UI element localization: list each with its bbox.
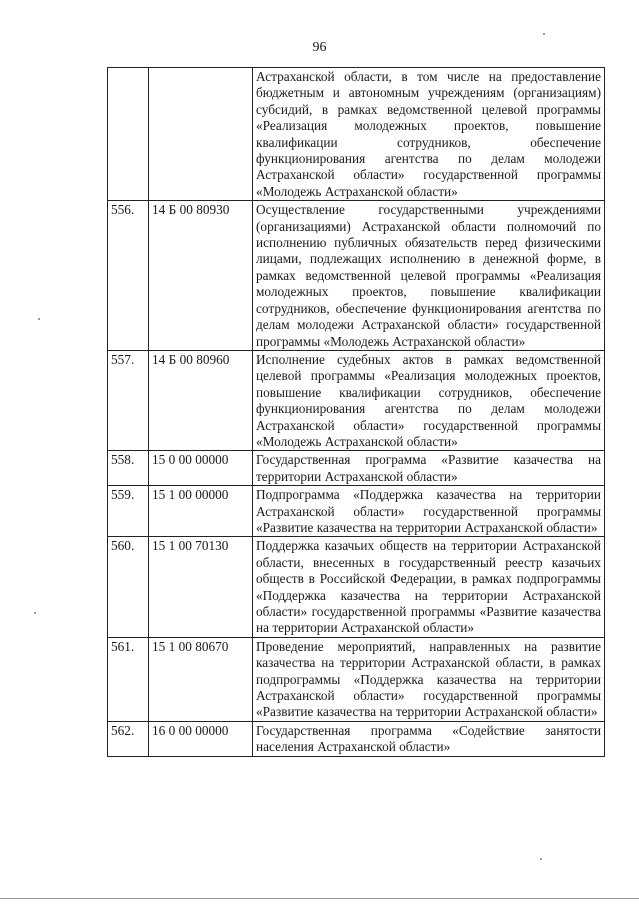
row-description: Поддержка казачьих обществ на территории Астраханской области, внесенных в государственный реестр казачьих обществ в Российской Федерации, в рамках подпрограммы «Поддержка казачества на территории Астраханской области» государственной программы «Развитие казачества на территории Астраханской области» — [253, 537, 605, 637]
table-row — [108, 637, 605, 721]
row-number: 558. — [108, 451, 149, 486]
table-row — [108, 537, 605, 637]
row-description: Осуществление государственными учреждениями (организациями) Астраханской области полномочий по исполнению публичных обязательств перед физическими лицами, подлежащих исполнению в денежной форме, в рамках ведомственной целевой программы «Реализация молодежных проектов, повышение квалификации сотрудников, обеспечение функционирования агентства по делам молодежи Астраханской области» государственной программы «Молодежь Астраханской области» — [253, 201, 605, 351]
row-number: 559. — [108, 486, 149, 537]
target-code: 15 1 00 80670 — [149, 637, 253, 721]
scan-edge-line — [0, 898, 639, 899]
target-code: 15 0 00 00000 — [149, 451, 253, 486]
table-row — [108, 68, 605, 201]
page-number: 96 — [312, 40, 327, 55]
row-description: Государственная программа «Содействие занятости населения Астраханской области» — [253, 721, 605, 756]
row-number: 562. — [108, 721, 149, 756]
scan-speck — [34, 612, 36, 614]
table-row — [108, 350, 605, 450]
table-row — [108, 721, 605, 756]
row-description: Проведение мероприятий, направленных на развитие казачества на территории Астраханской области, в рамках подпрограммы «Поддержка казачества на территории Астраханской области» государственной программы «Развитие казачества на территории Астраханской области» — [253, 637, 605, 721]
target-code — [149, 68, 253, 201]
row-description: Государственная программа «Развитие казачества на территории Астраханской области» — [253, 451, 605, 486]
scan-speck — [38, 318, 40, 320]
row-description: Астраханской области, в том числе на предоставление бюджетным и автономным учреждениям (организациям) субсидий, в рамках ведомственной целевой программы «Реализация молодежных проектов, повышение квалификации сотрудников, обеспечение функционирования агентства по делам молодежи Астраханской области» государственной программы «Молодежь Астраханской области» — [253, 68, 605, 201]
scan-speck — [543, 33, 545, 35]
row-description: Подпрограмма «Поддержка казачества на территории Астраханской области» государственной программы «Развитие казачества на территории Астраханской области» — [253, 486, 605, 537]
row-number: 557. — [108, 350, 149, 450]
row-number: 556. — [108, 201, 149, 351]
table-row — [108, 201, 605, 351]
row-number — [108, 68, 149, 201]
target-code: 16 0 00 00000 — [149, 721, 253, 756]
row-number: 561. — [108, 637, 149, 721]
row-description: Исполнение судебных актов в рамках ведомственной целевой программы «Реализация молодежных проектов, повышение квалификации сотрудников, обеспечение функционирования агентства по делам молодежи Астраханской области» государственной программы «Молодежь Астраханской области» — [253, 350, 605, 450]
table-row — [108, 451, 605, 486]
row-number: 560. — [108, 537, 149, 637]
classification-table — [107, 67, 605, 757]
target-code: 15 1 00 00000 — [149, 486, 253, 537]
target-code: 14 Б 00 80960 — [149, 350, 253, 450]
target-code: 14 Б 00 80930 — [149, 201, 253, 351]
table-row — [108, 486, 605, 537]
scan-speck — [540, 858, 542, 860]
target-code: 15 1 00 70130 — [149, 537, 253, 637]
